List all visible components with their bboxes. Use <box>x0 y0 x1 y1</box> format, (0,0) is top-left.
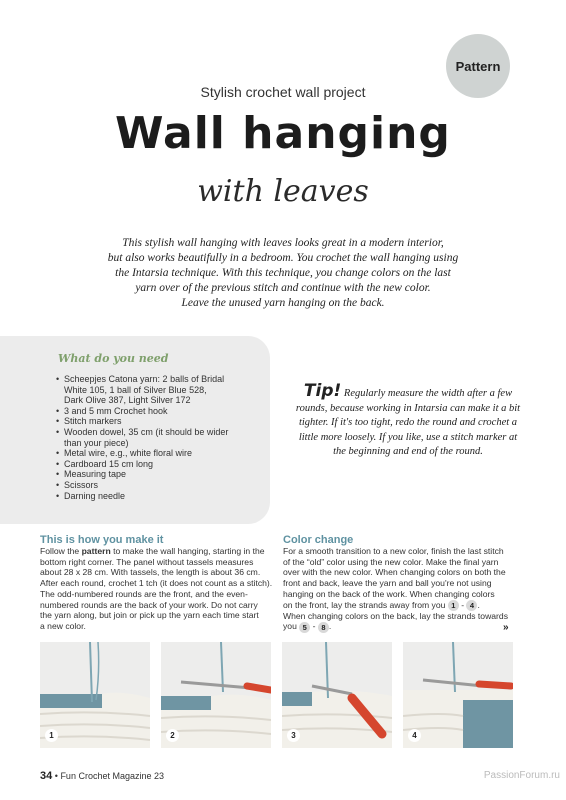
page-footer <box>40 770 164 782</box>
how-line <box>40 546 272 557</box>
materials-heading: What do you need <box>58 352 169 365</box>
list-item <box>56 416 266 427</box>
step-photo <box>403 642 513 748</box>
color-line: on the front, lay the strands away from you 1 - 4 . <box>283 599 480 610</box>
color-text: you <box>283 621 297 632</box>
how-line: the yarn along, but join or pick up the yarn each time start <box>40 610 259 621</box>
list-item-line: • 3 and 5 mm Crochet hook <box>64 405 168 416</box>
how-text: to make the wall hanging, starting in the <box>110 546 265 556</box>
footer-bullet: • <box>54 771 58 781</box>
list-item <box>56 491 266 502</box>
color-line: hanging on the back of the work. When changing colors <box>283 588 495 599</box>
color-text: on the front, lay the strands away from you <box>283 599 446 610</box>
step-number: 8 <box>318 622 329 633</box>
list-item-line: • Scheepjes Catona yarn: 2 balls of Bridal <box>64 374 225 384</box>
step-photo <box>282 642 392 748</box>
step-photo <box>161 642 271 748</box>
how-line: a new color. <box>40 620 86 631</box>
how-paragraph <box>40 546 272 632</box>
photo-number: 4 <box>408 729 421 742</box>
color-change-paragraph <box>283 546 515 633</box>
list-item-line: Dark Olive 387, Light Silver 172 <box>64 395 191 406</box>
photo-number: 3 <box>287 729 300 742</box>
list-item-line: White 105, 1 ball of Silver Blue 528, <box>64 384 207 395</box>
how-line: After each round, crochet 1 tch (it does not count as a stitch). <box>40 578 273 589</box>
step-number: 5 <box>299 622 310 633</box>
step-number: 1 <box>448 600 459 611</box>
list-item <box>56 374 266 406</box>
list-item-line: • Stitch markers <box>64 416 122 427</box>
tip-line: the beginning and end of the round. <box>333 446 483 458</box>
continue-arrow: » <box>503 622 509 633</box>
dash: - <box>461 599 465 610</box>
intro-line: but also works beautifully in a bedroom. You crochet the wall hanging using <box>107 252 459 264</box>
materials-list <box>56 374 266 501</box>
how-text: Follow the <box>40 546 82 556</box>
tip-line <box>284 381 532 402</box>
intro-line: the Intarsia technique. With this technique, you change colors on the last <box>115 267 451 279</box>
list-item <box>56 448 266 459</box>
tip-line: tighter. If it's too tight, redo the round and crochet a <box>298 417 518 429</box>
step-photo <box>40 642 150 748</box>
intro-line: Leave the unused yarn hanging on the back. <box>181 297 385 309</box>
color-line: of the “old” color using the new color. Make the final yarn <box>283 556 499 567</box>
list-item-line: • Cardboard 15 cm long <box>64 458 154 469</box>
color-line: over with the new color. When changing colors on both the <box>283 567 506 578</box>
color-line: When changing colors on the back, lay the strands towards <box>283 610 508 621</box>
magazine-name: Fun Crochet Magazine 23 <box>60 771 164 781</box>
intro-paragraph <box>92 236 474 311</box>
list-item <box>56 406 266 417</box>
watermark: PassionForum.ru <box>483 770 560 781</box>
page-subtitle: with leaves <box>197 174 369 209</box>
color-line: you 5 - 8 . <box>283 621 332 632</box>
tip-box <box>284 381 532 460</box>
how-line: about 28 x 28 cm. With tassels, the length is about 36 cm. <box>40 567 261 578</box>
tip-text: Regularly measure the width after a few <box>343 388 513 399</box>
pattern-reference: pattern <box>81 546 111 556</box>
kicker: Stylish crochet wall project <box>200 84 366 100</box>
how-heading: This is how you make it <box>40 534 164 546</box>
intro-line: This stylish wall hanging with leaves looks great in a modern interior, <box>122 237 444 249</box>
list-item-line: • Wooden dowel, 35 cm (it should be wider <box>64 426 229 437</box>
list-item-line: • Darning needle <box>64 490 126 501</box>
photo-number: 2 <box>166 729 179 742</box>
pattern-badge: Pattern <box>446 34 510 98</box>
list-item <box>56 459 266 470</box>
how-line: bottom right corner. The panel without tassels measures <box>40 556 254 567</box>
dash: - <box>312 621 316 632</box>
tip-line: little more loosely. If you like, use a stitch marker at <box>298 431 518 443</box>
list-item <box>56 480 266 491</box>
list-item-line: than your piece) <box>64 437 129 448</box>
intro-line: yarn over of the previous stitch and continue with the new color. <box>135 282 431 294</box>
color-change-heading: Color change <box>283 534 354 546</box>
page-title: Wall hanging <box>115 108 451 159</box>
step-number: 4 <box>466 600 477 611</box>
how-line: numbered rounds are the back of your work. Do not carry <box>40 599 258 610</box>
color-line: front and back, leave the yarn and ball you're not using <box>283 578 492 589</box>
list-item <box>56 469 266 480</box>
list-item-line: • Metal wire, e.g., white floral wire <box>64 448 193 459</box>
list-item <box>56 427 266 448</box>
how-line: The odd-numbered rounds are the front, and the even- <box>40 588 248 599</box>
photo-number: 1 <box>45 729 58 742</box>
color-line: For a smooth transition to a new color, finish the last stitch <box>283 546 504 556</box>
list-item-line: • Scissors <box>64 479 99 490</box>
tip-line: rounds, because working in Intarsia can make it a bit <box>295 402 521 414</box>
tip-label: Tip! <box>303 381 342 401</box>
page-number: 34 <box>40 770 53 782</box>
list-item-line: • Measuring tape <box>64 469 127 480</box>
